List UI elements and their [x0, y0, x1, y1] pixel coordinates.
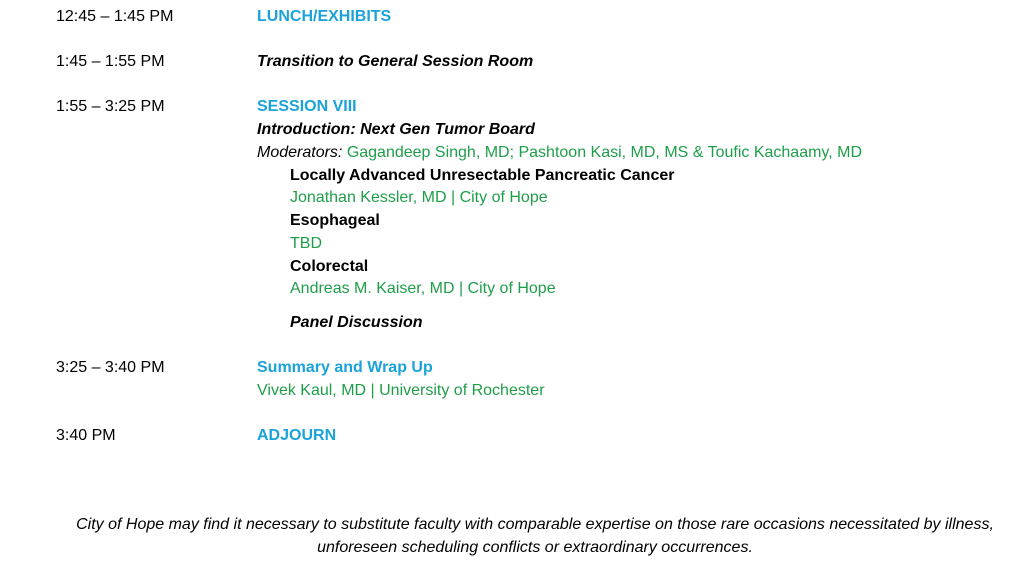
lunch-title: LUNCH/EXHIBITS — [257, 8, 392, 25]
disclaimer: City of Hope may find it necessary to substitute faculty with comparable expertise on those rare occasions necessitated by illness, unforeseen scheduling conflicts or extraordinary occurrences. — [76, 516, 994, 556]
session8-moderators — [257, 144, 862, 162]
summary-title: Summary and Wrap Up — [257, 359, 433, 376]
transition-time: 1:45 – 1:55 PM — [56, 53, 165, 70]
moderators-names: Gagandeep Singh, MD; Pashtoon Kasi, MD, MS & Toufic Kachaamy, MD — [346, 144, 863, 161]
talk-speaker: Andreas M. Kaiser, MD | City of Hope — [290, 280, 556, 297]
adjourn-title: ADJOURN — [257, 427, 337, 444]
summary-speaker: Vivek Kaul, MD | University of Rochester — [257, 382, 545, 399]
talk-speaker: Jonathan Kessler, MD | City of Hope — [290, 189, 548, 206]
transition-title: Transition to General Session Room — [257, 53, 534, 70]
talk-title: Colorectal — [290, 258, 369, 275]
talk-title: Locally Advanced Unresectable Pancreatic Cancer — [290, 167, 675, 184]
lunch-time: 12:45 – 1:45 PM — [56, 8, 174, 25]
panel-discussion: Panel Discussion — [290, 314, 423, 331]
session8-title: SESSION VIII — [257, 98, 357, 115]
adjourn-time: 3:40 PM — [56, 427, 116, 444]
summary-time: 3:25 – 3:40 PM — [56, 359, 165, 376]
talk-speaker: TBD — [290, 235, 322, 252]
moderators-label: Moderators: — [257, 144, 347, 161]
talk-title: Esophageal — [290, 212, 380, 229]
session8-intro: Introduction: Next Gen Tumor Board — [257, 121, 535, 138]
session8-time: 1:55 – 3:25 PM — [56, 98, 165, 115]
